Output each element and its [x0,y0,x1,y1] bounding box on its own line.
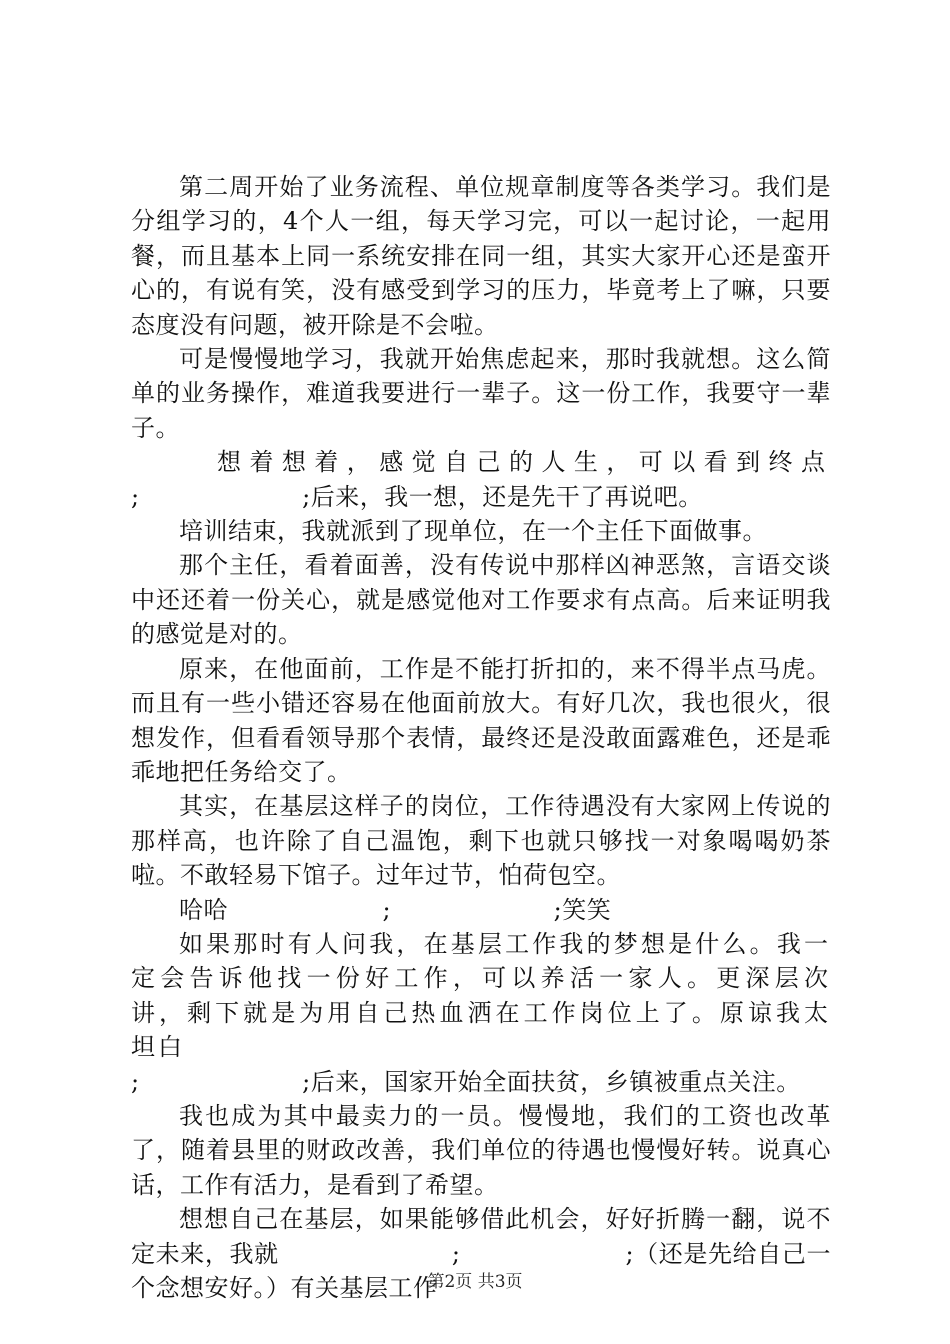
paragraph-1: 第二周开始了业务流程、单位规章制度等各类学习。我们是分组学习的，4个人一组，每天学习完，可以一起讨论，一起用餐，而且基本上同一系统安排在同一组，其实大家开心还是蛮开心的，有说有笑，没有感受到学习的压力，毕竟考上了嘛，只要态度没有问题，被开除是不会啦。 [131,173,831,339]
paragraph-10: 我也成为其中最卖力的一员。慢慢地，我们的工资也改革了，随着县里的财政改善，我们单位的待遇也慢慢好转。说真心话，工作有活力，是看到了希望。 [131,1101,831,1199]
paragraph-9-tail: ;后来，国家开始全面扶贫，乡镇被重点关注。 [302,1067,801,1096]
paragraph-8-text: 哈哈 [179,895,228,924]
paragraph-9-cont [131,1065,831,1099]
separator: ; [451,1239,461,1268]
paragraph-4: 培训结束，我就派到了现单位，在一个主任下面做事。 [179,517,767,546]
paragraph-2: 可是慢慢地学习，我就开始焦虑起来，那时我就想。这么简单的业务操作，难道我要进行一辈子。这一份工作，我要守一辈子。 [131,345,831,442]
paragraph-8-tail: ;笑笑 [553,895,612,924]
paragraph-7: 其实，在基层这样子的岗位，工作待遇没有大家网上传说的那样高，也许除了自己温饱，剩下也就只够找一对象喝喝奶茶啦。不敢轻易下馆子。过年过节，怕荷包空。 [131,792,831,890]
paragraph-8 [131,893,831,927]
paragraph-3-tail: ;后来，我一想，还是先干了再说吧。 [302,482,703,511]
paragraph-9 [131,927,831,1065]
separator: ; [382,895,392,924]
document-body [131,170,831,1305]
paragraph-9-text: 如果那时有人问我，在基层工作我的梦想是什么。我一定会告诉他找一份好工作，可以养活一家人。更深层次讲，剩下就是为用自己热血洒在工作岗位上了。原谅我太坦白 [131,929,831,1062]
paragraph-3-cont [131,480,831,514]
paragraph-3-text: 想着想着，感觉自己的人生，可以看到终点 [217,448,831,477]
page-number-footer: 第2页 共3页 [427,1272,523,1292]
paragraph-5: 那个主任，看着面善，没有传说中那样凶神恶煞，言语交谈中还还着一份关心，就是感觉他对工作要求有点高。后来证明我的感觉是对的。 [131,551,831,649]
separator: ; [131,1067,140,1096]
paragraph-6: 原来，在他面前，工作是不能打折扣的，来不得半点马虎。而且有一些小错还容易在他面前放大。有好几次，我也很火，很想发作，但看看领导那个表情，最终还是没敢面露难色，还是乖乖地把任务给交了。 [131,654,831,786]
paragraph-3 [131,445,831,479]
paragraph-11-text: 想想自己在基层，如果能够借此机会，好好折腾一翻，说不定未来，我就 [131,1205,831,1268]
paragraph-11-tail: ;（还是先给自己一个念想安好。）有关基层工作 [131,1239,832,1302]
separator: ; [131,482,140,511]
